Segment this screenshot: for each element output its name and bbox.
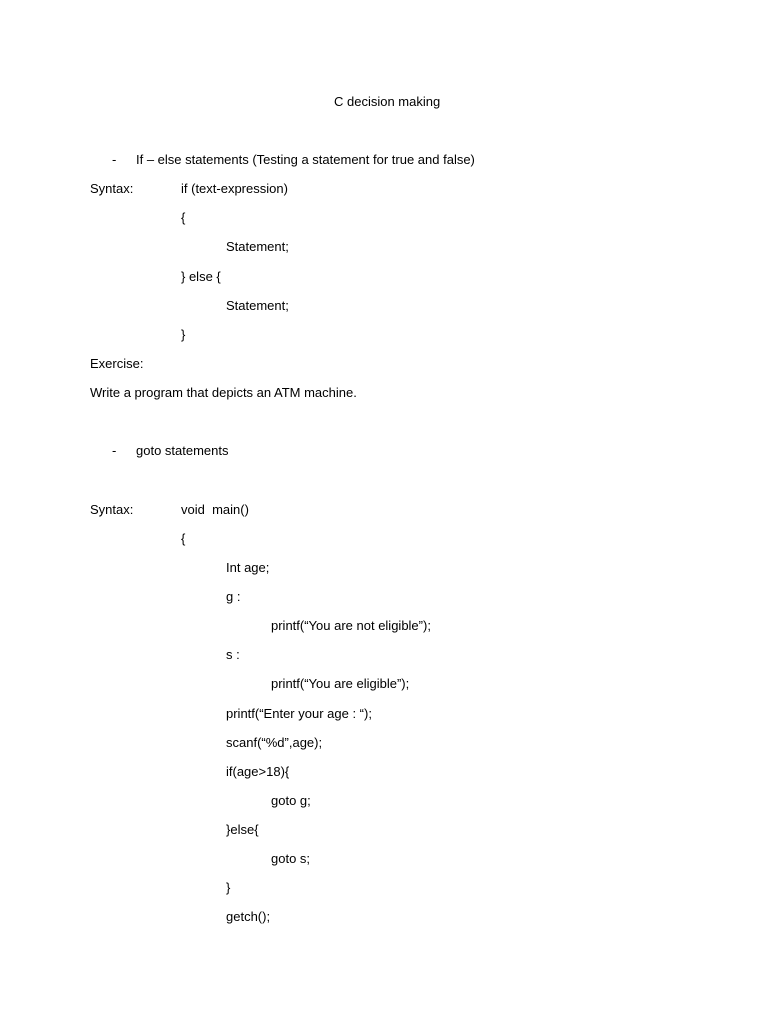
section1-heading: If – else statements (Testing a statement for true and false)	[136, 152, 475, 167]
syntax1-line: Statement;	[226, 298, 289, 313]
syntax1-line: }	[181, 327, 186, 342]
syntax2-line: printf(“Enter your age : “);	[226, 706, 372, 721]
exercise-text: Write a program that depicts an ATM machine.	[90, 385, 357, 400]
syntax2-line: g :	[226, 589, 241, 604]
syntax2-line: printf(“You are not eligible”);	[271, 618, 431, 633]
syntax2-line: {	[181, 531, 186, 546]
section2-heading: goto statements	[136, 443, 229, 458]
syntax2-line: }	[226, 880, 231, 895]
exercise-label: Exercise:	[90, 356, 144, 371]
syntax2-line: printf(“You are eligible”);	[271, 676, 410, 691]
syntax2-line: }else{	[226, 822, 259, 837]
syntax1-label: Syntax:	[90, 181, 134, 196]
syntax2-line: if(age>18){	[226, 764, 290, 779]
syntax2-line: void main()	[181, 502, 249, 517]
document-title: C decision making	[334, 94, 441, 109]
syntax2-line: goto g;	[271, 793, 311, 808]
syntax2-label: Syntax:	[90, 502, 134, 517]
section1-bullet: -	[112, 152, 117, 167]
syntax2-line: Int age;	[226, 560, 270, 575]
syntax2-line: s :	[226, 647, 240, 662]
syntax2-line: goto s;	[271, 851, 311, 866]
syntax1-line: if (text-expression)	[181, 181, 288, 196]
syntax1-line: Statement;	[226, 239, 289, 254]
section2-bullet: -	[112, 443, 117, 458]
syntax1-line: } else {	[181, 269, 221, 284]
syntax2-line: scanf(“%d”,age);	[226, 735, 323, 750]
syntax2-line: getch();	[226, 909, 271, 924]
syntax1-line: {	[181, 210, 186, 225]
